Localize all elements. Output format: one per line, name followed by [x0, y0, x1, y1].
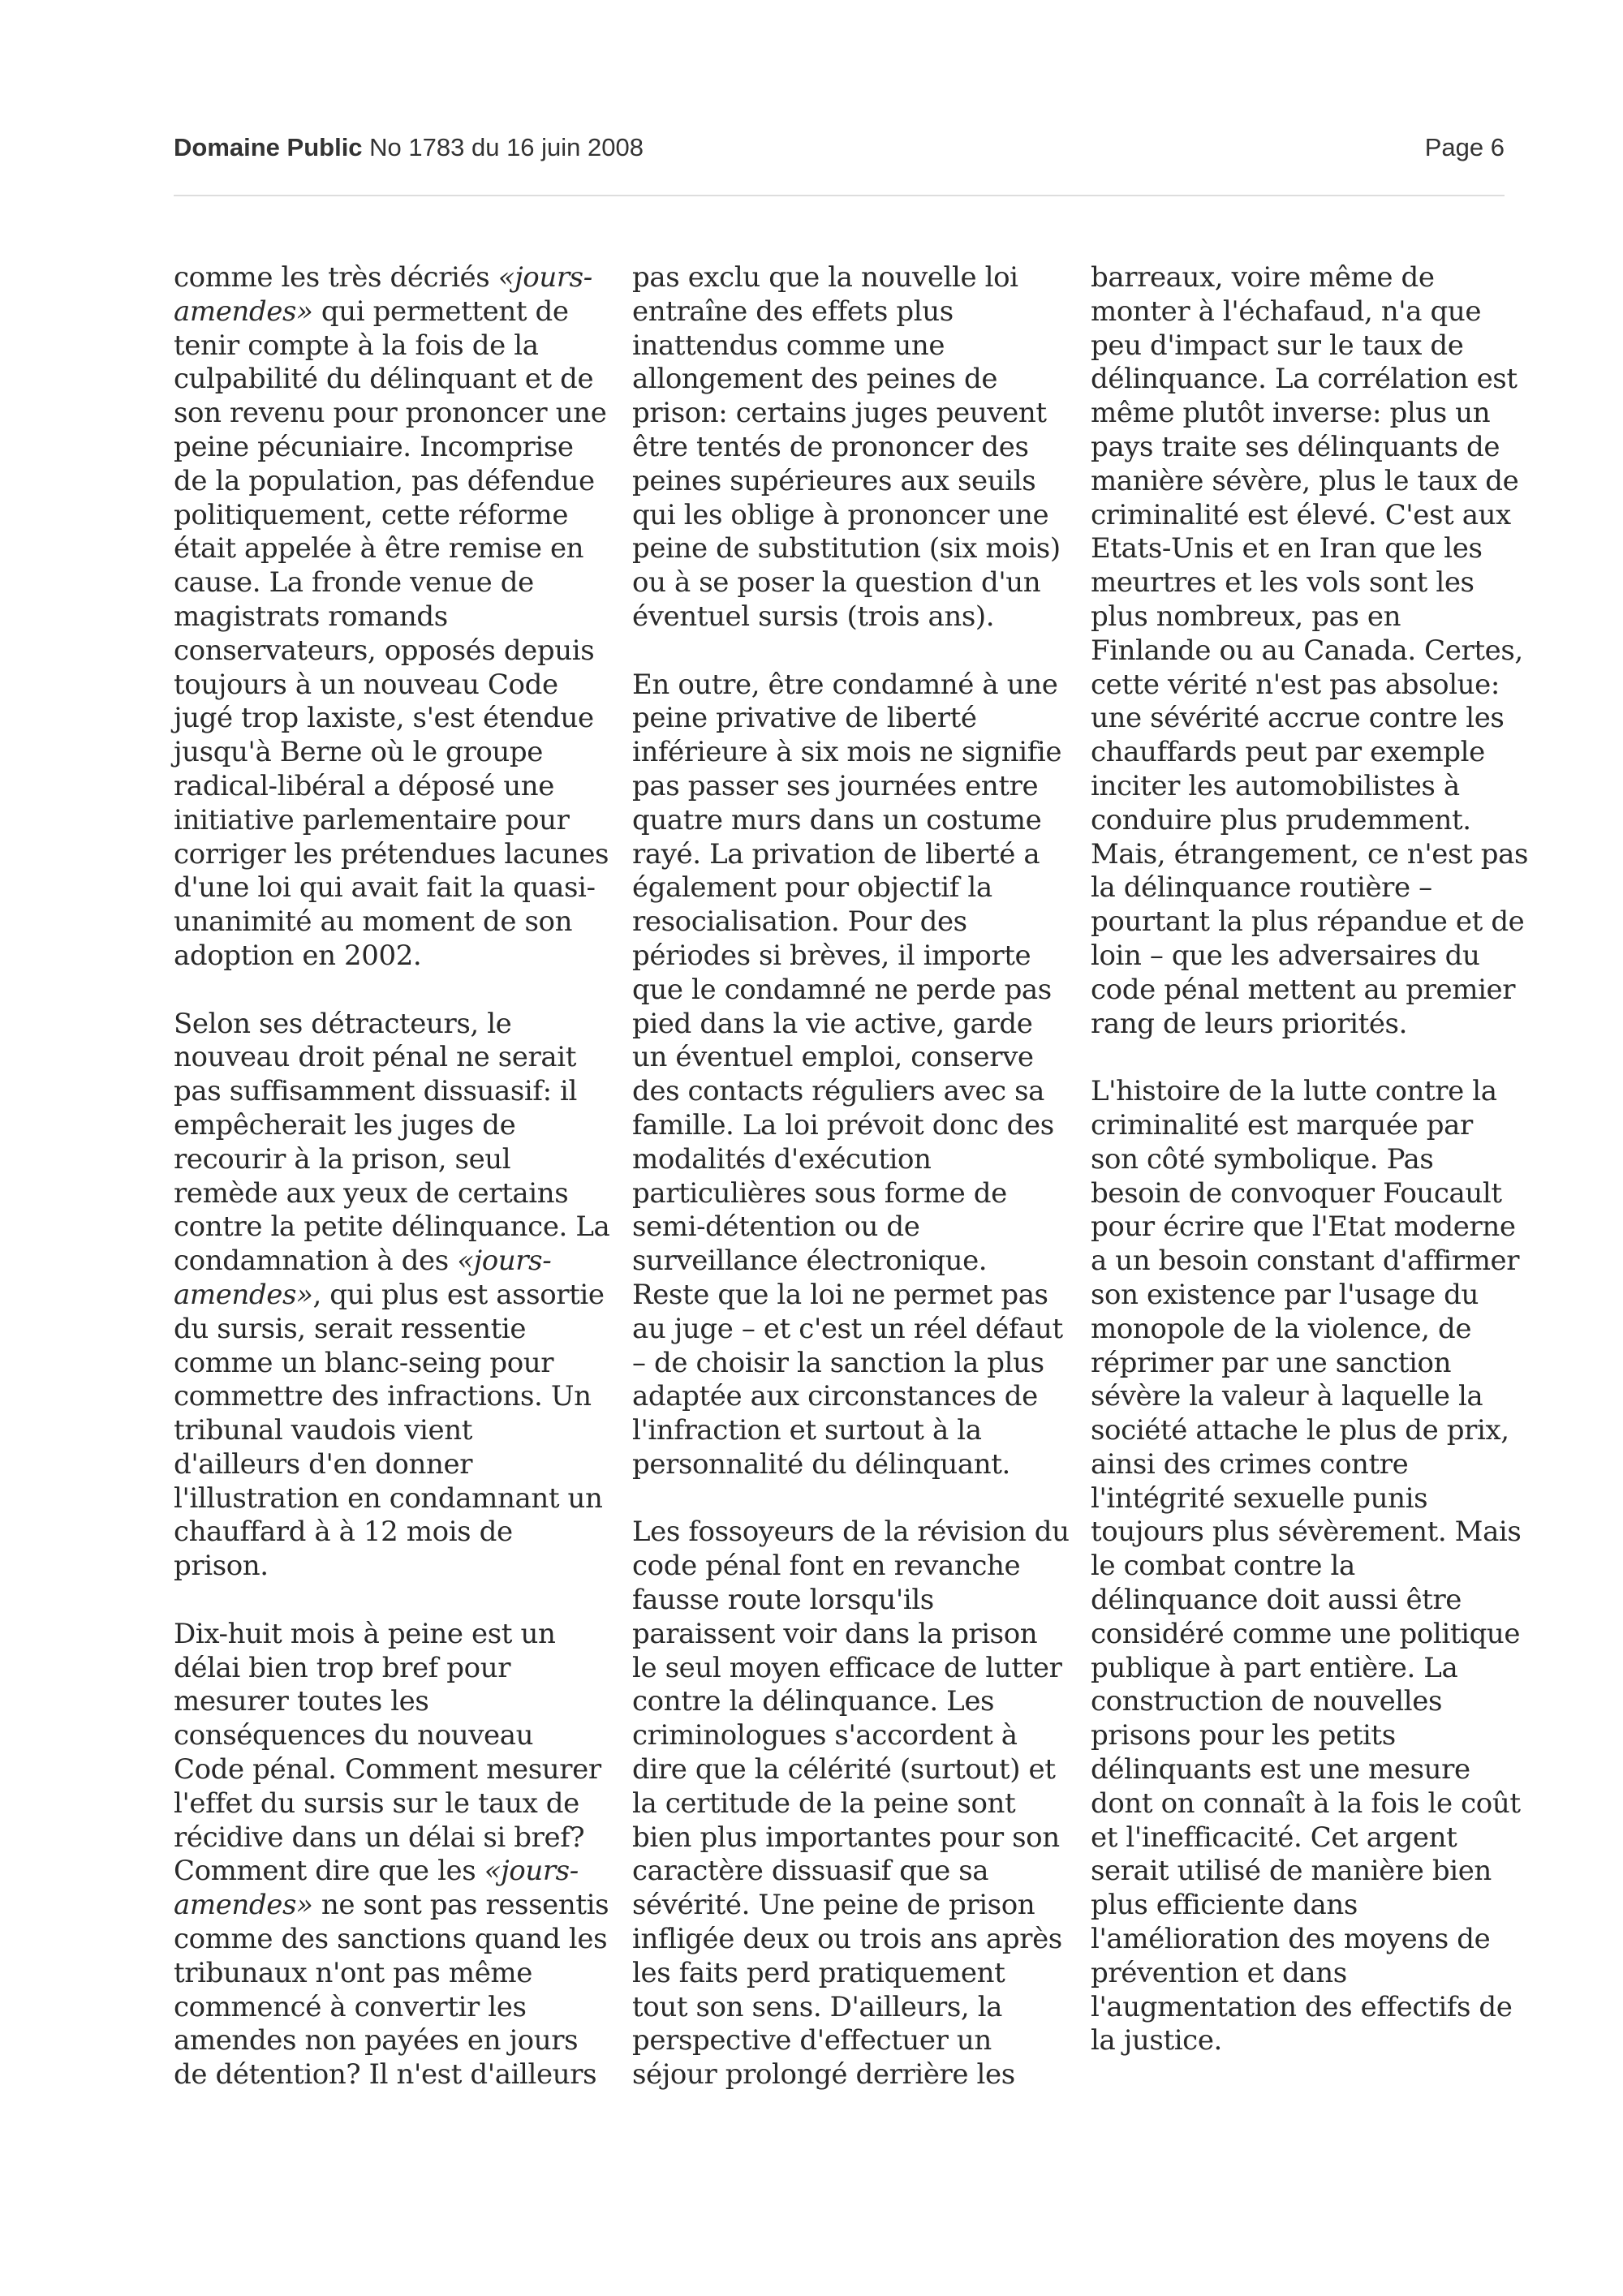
text-line: rayé. La privation de liberté a	[632, 837, 1040, 871]
text-line: son revenu pour prononcer une	[174, 397, 607, 430]
text-line: corriger les prétendues lacunes	[174, 837, 609, 871]
text-line: comme les très décriés «jours-	[174, 261, 592, 294]
text-line: au juge – et c'est un réel défaut	[632, 1312, 1063, 1345]
text-line: caractère dissuasif que sa	[632, 1855, 989, 1888]
text-line: considéré comme une politique	[1091, 1617, 1521, 1650]
text-line: société attache le plus de prix,	[1091, 1414, 1509, 1447]
text-line: de la population, pas défendue	[174, 464, 595, 497]
text-line: inférieure à six mois ne signifie	[632, 736, 1062, 769]
text-line: a un besoin constant d'affirmer	[1091, 1245, 1520, 1278]
text-line: ou à se poser la question d'un	[632, 566, 1041, 600]
text-line: cette vérité n'est pas absolue:	[1091, 668, 1500, 701]
text-line: culpabilité du délinquant et de	[174, 363, 594, 396]
text-line: jugé trop laxiste, s'est étendue	[174, 702, 594, 735]
text-line: peines supérieures aux seuils	[632, 464, 1036, 497]
text-line: code pénal mettent au premier	[1091, 973, 1516, 1006]
text-line: Etats-Unis et en Iran que les	[1091, 532, 1483, 565]
publication-info	[174, 133, 644, 162]
text-line: son côté symbolique. Pas	[1091, 1142, 1434, 1176]
text-line: était appelée à être remise en	[174, 532, 584, 565]
text-line: périodes si brèves, il importe	[632, 939, 1031, 972]
text-line: l'illustration en condamnant un	[174, 1481, 603, 1515]
text-column-3	[1091, 261, 1528, 2058]
text-column-1	[174, 261, 610, 2092]
text-line: rang de leurs priorités.	[1091, 1007, 1408, 1040]
text-line: initiative parlementaire pour	[174, 803, 570, 836]
text-line: politiquement, cette réforme	[174, 498, 569, 531]
text-line: l'augmentation des effectifs de	[1091, 1990, 1513, 2023]
text-line: allongement des peines de	[632, 363, 998, 396]
text-line: prison: certains juges peuvent	[632, 397, 1047, 430]
paragraph	[174, 261, 609, 974]
paragraph	[632, 1516, 1070, 2092]
text-line: contre la délinquance. Les	[632, 1685, 995, 1718]
text-line: délinquants est une mesure	[1091, 1753, 1470, 1786]
text-line: inattendus comme une	[632, 329, 945, 362]
text-line: Dix-huit mois à peine est un	[174, 1617, 556, 1650]
text-line: fausse route lorsqu'ils	[632, 1584, 934, 1617]
text-line: monter à l'échafaud, n'a que	[1091, 295, 1482, 328]
text-line: Finlande ou au Canada. Certes,	[1091, 634, 1523, 667]
text-line: radical-libéral a déposé une	[174, 769, 554, 802]
text-line: semi-détention ou de	[632, 1210, 920, 1244]
text-line: pas passer ses journées entre	[632, 769, 1039, 802]
text-line: délinquance. La corrélation est	[1091, 363, 1518, 396]
paragraph	[632, 668, 1063, 1482]
text-line: amendes» ne sont pas ressentis	[174, 1889, 609, 1922]
text-line: barreaux, voire même de	[1091, 261, 1435, 294]
text-line: amendes non payées en jours	[174, 2024, 579, 2057]
issue-info: No 1783 du 16 juin 2008	[362, 133, 644, 161]
text-line: modalités d'exécution	[632, 1142, 932, 1176]
text-line: être tentés de prononcer des	[632, 430, 1029, 463]
text-line: des contacts réguliers avec sa	[632, 1075, 1045, 1108]
text-line: resocialisation. Pour des	[632, 905, 967, 939]
text-line: criminalité est élevé. C'est aux	[1091, 498, 1511, 531]
text-line: la certitude de la peine sont	[632, 1786, 1016, 1820]
text-line: criminalité est marquée par	[1091, 1108, 1473, 1142]
paragraph	[1091, 1075, 1522, 2058]
text-line: magistrats romands	[174, 600, 448, 633]
text-line: perspective d'effectuer un	[632, 2024, 992, 2057]
text-line: chauffards peut par exemple	[1091, 736, 1485, 769]
text-line: pas exclu que la nouvelle loi	[632, 261, 1018, 294]
text-line: nouveau droit pénal ne serait	[174, 1041, 576, 1074]
text-line: son existence par l'usage du	[1091, 1278, 1479, 1311]
text-line: conservateurs, opposés depuis	[174, 634, 595, 667]
text-line: cause. La fronde venue de	[174, 566, 534, 600]
text-line: du sursis, serait ressentie	[174, 1312, 527, 1345]
text-line: que le condamné ne perde pas	[632, 973, 1052, 1006]
text-line: l'infraction et surtout à la	[632, 1414, 982, 1447]
paragraph	[174, 1007, 610, 1584]
text-line: amendes» qui permettent de	[174, 295, 569, 328]
text-line: tribunaux n'ont pas même	[174, 1956, 532, 1989]
text-line: pas suffisamment dissuasif: il	[174, 1075, 577, 1108]
text-line: pour écrire que l'Etat moderne	[1091, 1210, 1516, 1244]
text-line: loin – que les adversaires du	[1091, 939, 1480, 972]
text-line: la justice.	[1091, 2024, 1222, 2057]
text-line: prison.	[174, 1550, 269, 1583]
text-line: la délinquance routière –	[1091, 871, 1432, 905]
text-line: de détention? Il n'est d'ailleurs	[174, 2058, 597, 2092]
text-line: serait utilisé de manière bien	[1091, 1855, 1492, 1888]
text-line: ainsi des crimes contre	[1091, 1447, 1409, 1481]
text-line: condamnation à des «jours-	[174, 1245, 552, 1278]
text-line: recourir à la prison, seul	[174, 1142, 511, 1176]
text-line: remède aux yeux de certains	[174, 1176, 569, 1210]
text-line: même plutôt inverse: plus un	[1091, 397, 1491, 430]
text-line: le combat contre la	[1091, 1550, 1355, 1583]
text-line: entraîne des effets plus	[632, 295, 954, 328]
text-line: pourtant la plus répandue et de	[1091, 905, 1525, 939]
text-line: Selon ses détracteurs, le	[174, 1007, 512, 1040]
publication-name: Domaine Public	[174, 133, 363, 161]
text-line: adoption en 2002.	[174, 939, 422, 972]
text-line: Les fossoyeurs de la révision du	[632, 1516, 1070, 1549]
text-line: également pour objectif la	[632, 871, 992, 905]
text-line: Code pénal. Comment mesurer	[174, 1753, 601, 1786]
header-divider	[174, 195, 1505, 196]
text-line: famille. La loi prévoit donc des	[632, 1108, 1054, 1142]
text-line: pays traite ses délinquants de	[1091, 430, 1500, 463]
text-line: récidive dans un délai si bref?	[174, 1821, 585, 1854]
text-line: l'effet du sursis sur le taux de	[174, 1786, 579, 1820]
text-line: peine de substitution (six mois)	[632, 532, 1061, 565]
text-line: comme des sanctions quand les	[174, 1923, 608, 1956]
text-line: En outre, être condamné à une	[632, 668, 1058, 701]
page-number: Page 6	[1424, 133, 1505, 161]
text-line: délai bien trop bref pour	[174, 1651, 511, 1684]
text-line: éventuel sursis (trois ans).	[632, 600, 995, 633]
text-line: jusqu'à Berne où le groupe	[174, 736, 544, 769]
text-line: monopole de la violence, de	[1091, 1312, 1472, 1345]
text-line: l'intégrité sexuelle punis	[1091, 1481, 1428, 1515]
text-line: quatre murs dans un costume	[632, 803, 1042, 836]
text-line: L'histoire de la lutte contre la	[1091, 1075, 1497, 1108]
text-line: prisons pour les petits	[1091, 1719, 1396, 1752]
text-line: empêcherait les juges de	[174, 1108, 516, 1142]
text-line: une sévérité accrue contre les	[1091, 702, 1505, 735]
text-line: toujours plus sévèrement. Mais	[1091, 1516, 1522, 1549]
text-line: bien plus importantes pour son	[632, 1821, 1060, 1854]
text-line: les faits perd pratiquement	[632, 1956, 1005, 1989]
paragraph	[174, 1617, 609, 2092]
text-line: plus efficiente dans	[1091, 1889, 1358, 1922]
text-line: pied dans la vie active, garde	[632, 1007, 1033, 1040]
text-line: peine privative de liberté	[632, 702, 977, 735]
text-line: peu d'impact sur le taux de	[1091, 329, 1464, 362]
text-line: contre la petite délinquance. La	[174, 1210, 610, 1244]
text-line: toujours à un nouveau Code	[174, 668, 558, 701]
text-line: peine pécuniaire. Incomprise	[174, 430, 574, 463]
text-line: manière sévère, plus le taux de	[1091, 464, 1519, 497]
text-line: amendes», qui plus est assortie	[174, 1278, 605, 1311]
text-line: construction de nouvelles	[1091, 1685, 1443, 1718]
paragraph	[632, 261, 1061, 634]
text-line: code pénal font en revanche	[632, 1550, 1021, 1583]
text-line: comme un blanc-seing pour	[174, 1346, 554, 1379]
text-line: Reste que la loi ne permet pas	[632, 1278, 1048, 1311]
text-column-2	[632, 261, 1070, 2092]
text-line: tenir compte à la fois de la	[174, 329, 539, 362]
text-line: paraissent voir dans la prison	[632, 1617, 1038, 1650]
text-line: tout son sens. D'ailleurs, la	[632, 1990, 1003, 2023]
text-line: d'ailleurs d'en donner	[174, 1447, 473, 1481]
text-line: et l'inefficacité. Cet argent	[1091, 1821, 1457, 1854]
text-line: d'une loi qui avait fait la quasi-	[174, 871, 596, 905]
text-line: – de choisir la sanction la plus	[632, 1346, 1044, 1379]
text-line: commettre des infractions. Un	[174, 1380, 592, 1413]
text-line: réprimer par une sanction	[1091, 1346, 1452, 1379]
text-line: Comment dire que les «jours-	[174, 1855, 579, 1888]
text-line: surveillance électronique.	[632, 1245, 988, 1278]
text-line: publique à part entière. La	[1091, 1651, 1458, 1684]
text-line: le seul moyen efficace de lutter	[632, 1651, 1062, 1684]
text-line: plus nombreux, pas en	[1091, 600, 1401, 633]
text-line: adaptée aux circonstances de	[632, 1380, 1038, 1413]
text-line: tribunal vaudois vient	[174, 1414, 473, 1447]
page-header	[174, 133, 1505, 169]
text-line: qui les oblige à prononcer une	[632, 498, 1049, 531]
text-line: meurtres et les vols sont les	[1091, 566, 1474, 600]
text-line: infligée deux ou trois ans après	[632, 1923, 1062, 1956]
text-line: prévention et dans	[1091, 1956, 1347, 1989]
text-line: l'amélioration des moyens de	[1091, 1923, 1491, 1956]
text-line: besoin de convoquer Foucault	[1091, 1176, 1502, 1210]
text-line: dont on connaît à la fois le coût	[1091, 1786, 1521, 1820]
text-line: délinquance doit aussi être	[1091, 1584, 1462, 1617]
text-line: inciter les automobilistes à	[1091, 769, 1460, 802]
text-line: particulières sous forme de	[632, 1176, 1007, 1210]
text-line: criminologues s'accordent à	[632, 1719, 1018, 1752]
text-line: personnalité du délinquant.	[632, 1447, 1010, 1481]
text-line: commencé à convertir les	[174, 1990, 527, 2023]
text-line: conséquences du nouveau	[174, 1719, 534, 1752]
text-line: mesurer toutes les	[174, 1685, 429, 1718]
text-line: unanimité au moment de son	[174, 905, 573, 939]
text-line: sévère la valeur à laquelle la	[1091, 1380, 1483, 1413]
text-line: conduire plus prudemment.	[1091, 803, 1471, 836]
paragraph	[1091, 261, 1528, 1041]
text-line: séjour prolongé derrière les	[632, 2058, 1015, 2092]
text-line: un éventuel emploi, conserve	[632, 1041, 1034, 1074]
text-line: dire que la célérité (surtout) et	[632, 1753, 1056, 1786]
text-line: Mais, étrangement, ce n'est pas	[1091, 837, 1528, 871]
text-line: chauffard à à 12 mois de	[174, 1516, 513, 1549]
text-line: sévérité. Une peine de prison	[632, 1889, 1035, 1922]
